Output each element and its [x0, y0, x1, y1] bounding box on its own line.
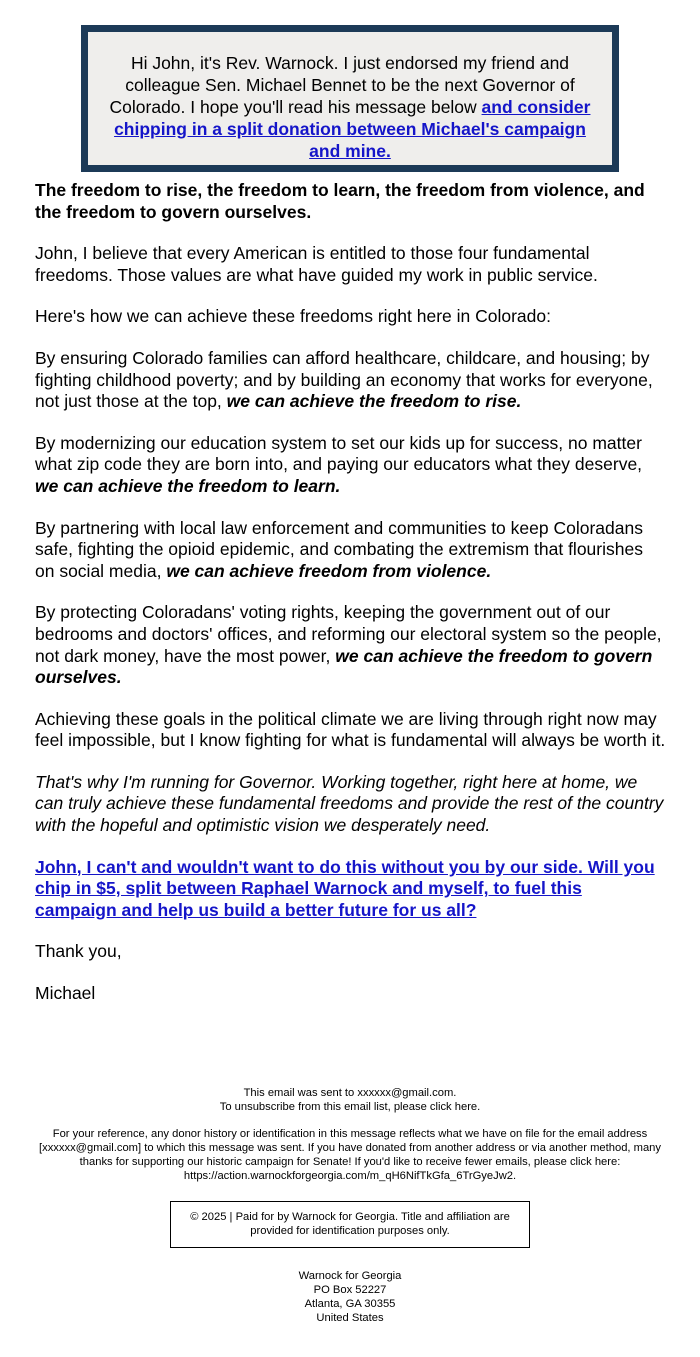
endorsement-callout — [81, 25, 619, 172]
signature: Michael — [35, 983, 96, 1004]
email-footer — [25, 1086, 675, 1325]
callout-text: Hi John, it's Rev. Warnock. I just endorsed my friend and colleague Sen. Michael Bennet to be the next Governor of Colorado. I hope you'll read his message below — [109, 53, 575, 117]
paragraph-running: That's why I'm running for Governor. Working together, right here at home, we can truly achieve these fundamental freedoms and provide the rest of the country with the hopeful and optimistic vision we desperately need. — [35, 771, 664, 836]
sent-to-text: This email was sent to xxxxxx@gmail.com. — [243, 1087, 457, 1099]
address-line: Atlanta, GA 30355 — [304, 1298, 396, 1310]
address-line: United States — [316, 1312, 384, 1324]
address-line: PO Box 52227 — [313, 1284, 387, 1296]
paragraph-2: Here's how we can achieve these freedoms right here in Colorado: — [35, 306, 551, 327]
email-body — [35, 180, 667, 1025]
lead-heading: The freedom to rise, the freedom to learn, the freedom from violence, and the freedom to govern ourselves. — [35, 180, 645, 222]
legal-disclaimer-box: © 2025 | Paid for by Warnock for Georgia. Title and affiliation are provided for identification purposes only. — [170, 1201, 530, 1248]
paragraph-7: Achieving these goals in the political climate we are living through right now may feel impossible, but I know fighting for what is fundamental will always be worth it. — [35, 708, 666, 751]
paragraph-freedom-learn: By modernizing our education system to set our kids up for success, no matter what zip code they are born into, and paying our educators what they deserve, we can achieve the freedom to learn. — [35, 432, 643, 496]
address-line: Warnock for Georgia — [298, 1270, 402, 1282]
footer-recipient — [25, 1086, 675, 1114]
emphasis-rise: we can achieve the freedom to rise. — [226, 391, 522, 412]
emphasis-learn: we can achieve the freedom to learn. — [35, 475, 341, 496]
paragraph-freedom-govern: By protecting Coloradans' voting rights, keeping the government out of our bedrooms and doctors' offices, and reforming our electoral system so the people, not dark money, have the most power, we can achieve the freedom to govern ourselves. — [35, 602, 662, 688]
donate-cta-link[interactable]: John, I can't and wouldn't want to do this without you by our side. Will you chip in $5, split between Raphael Warnock and myself, to fuel this campaign and help us build a better future for us all? — [35, 856, 655, 920]
paragraph-1: John, I believe that every American is entitled to those four fundamental freedoms. Those values are what have guided my work in public service. — [35, 243, 598, 285]
emphasis-violence: we can achieve freedom from violence. — [166, 560, 492, 581]
emphasis-govern: we can achieve the freedom to govern ourselves. — [35, 645, 653, 688]
callout-donate-link[interactable]: and consider chipping in a split donation between Michael's campaign and mine. — [114, 97, 591, 161]
unsubscribe-link[interactable]: To unsubscribe from this email list, please click here. — [219, 1101, 481, 1113]
mailing-address — [25, 1269, 675, 1325]
closing: Thank you, — [35, 941, 122, 962]
paragraph-freedom-violence: By partnering with local law enforcement and communities to keep Coloradans safe, fighting the opioid epidemic, and combating the extremism that flourishes on social media, we can achieve freedom from violence. — [35, 517, 643, 581]
footer-reference: For your reference, any donor history or identification in this message reflects what we have on file for the email address [xxxxxx@gmail.com] to which this message was sent. If you have donated from another address or via another method, many thanks for supporting our historic campaign for Senate! If you'd like to receive fewer emails, please click here: https://action.warnockforgeorgia.com/m_qH6NifTkGfa_6TrGyeJw2. — [39, 1128, 661, 1182]
paragraph-freedom-rise: By ensuring Colorado families can afford healthcare, childcare, and housing; by fighting childhood poverty; and by building an economy that works for everyone, not just those at the top, we can achieve the freedom to rise. — [35, 347, 653, 412]
